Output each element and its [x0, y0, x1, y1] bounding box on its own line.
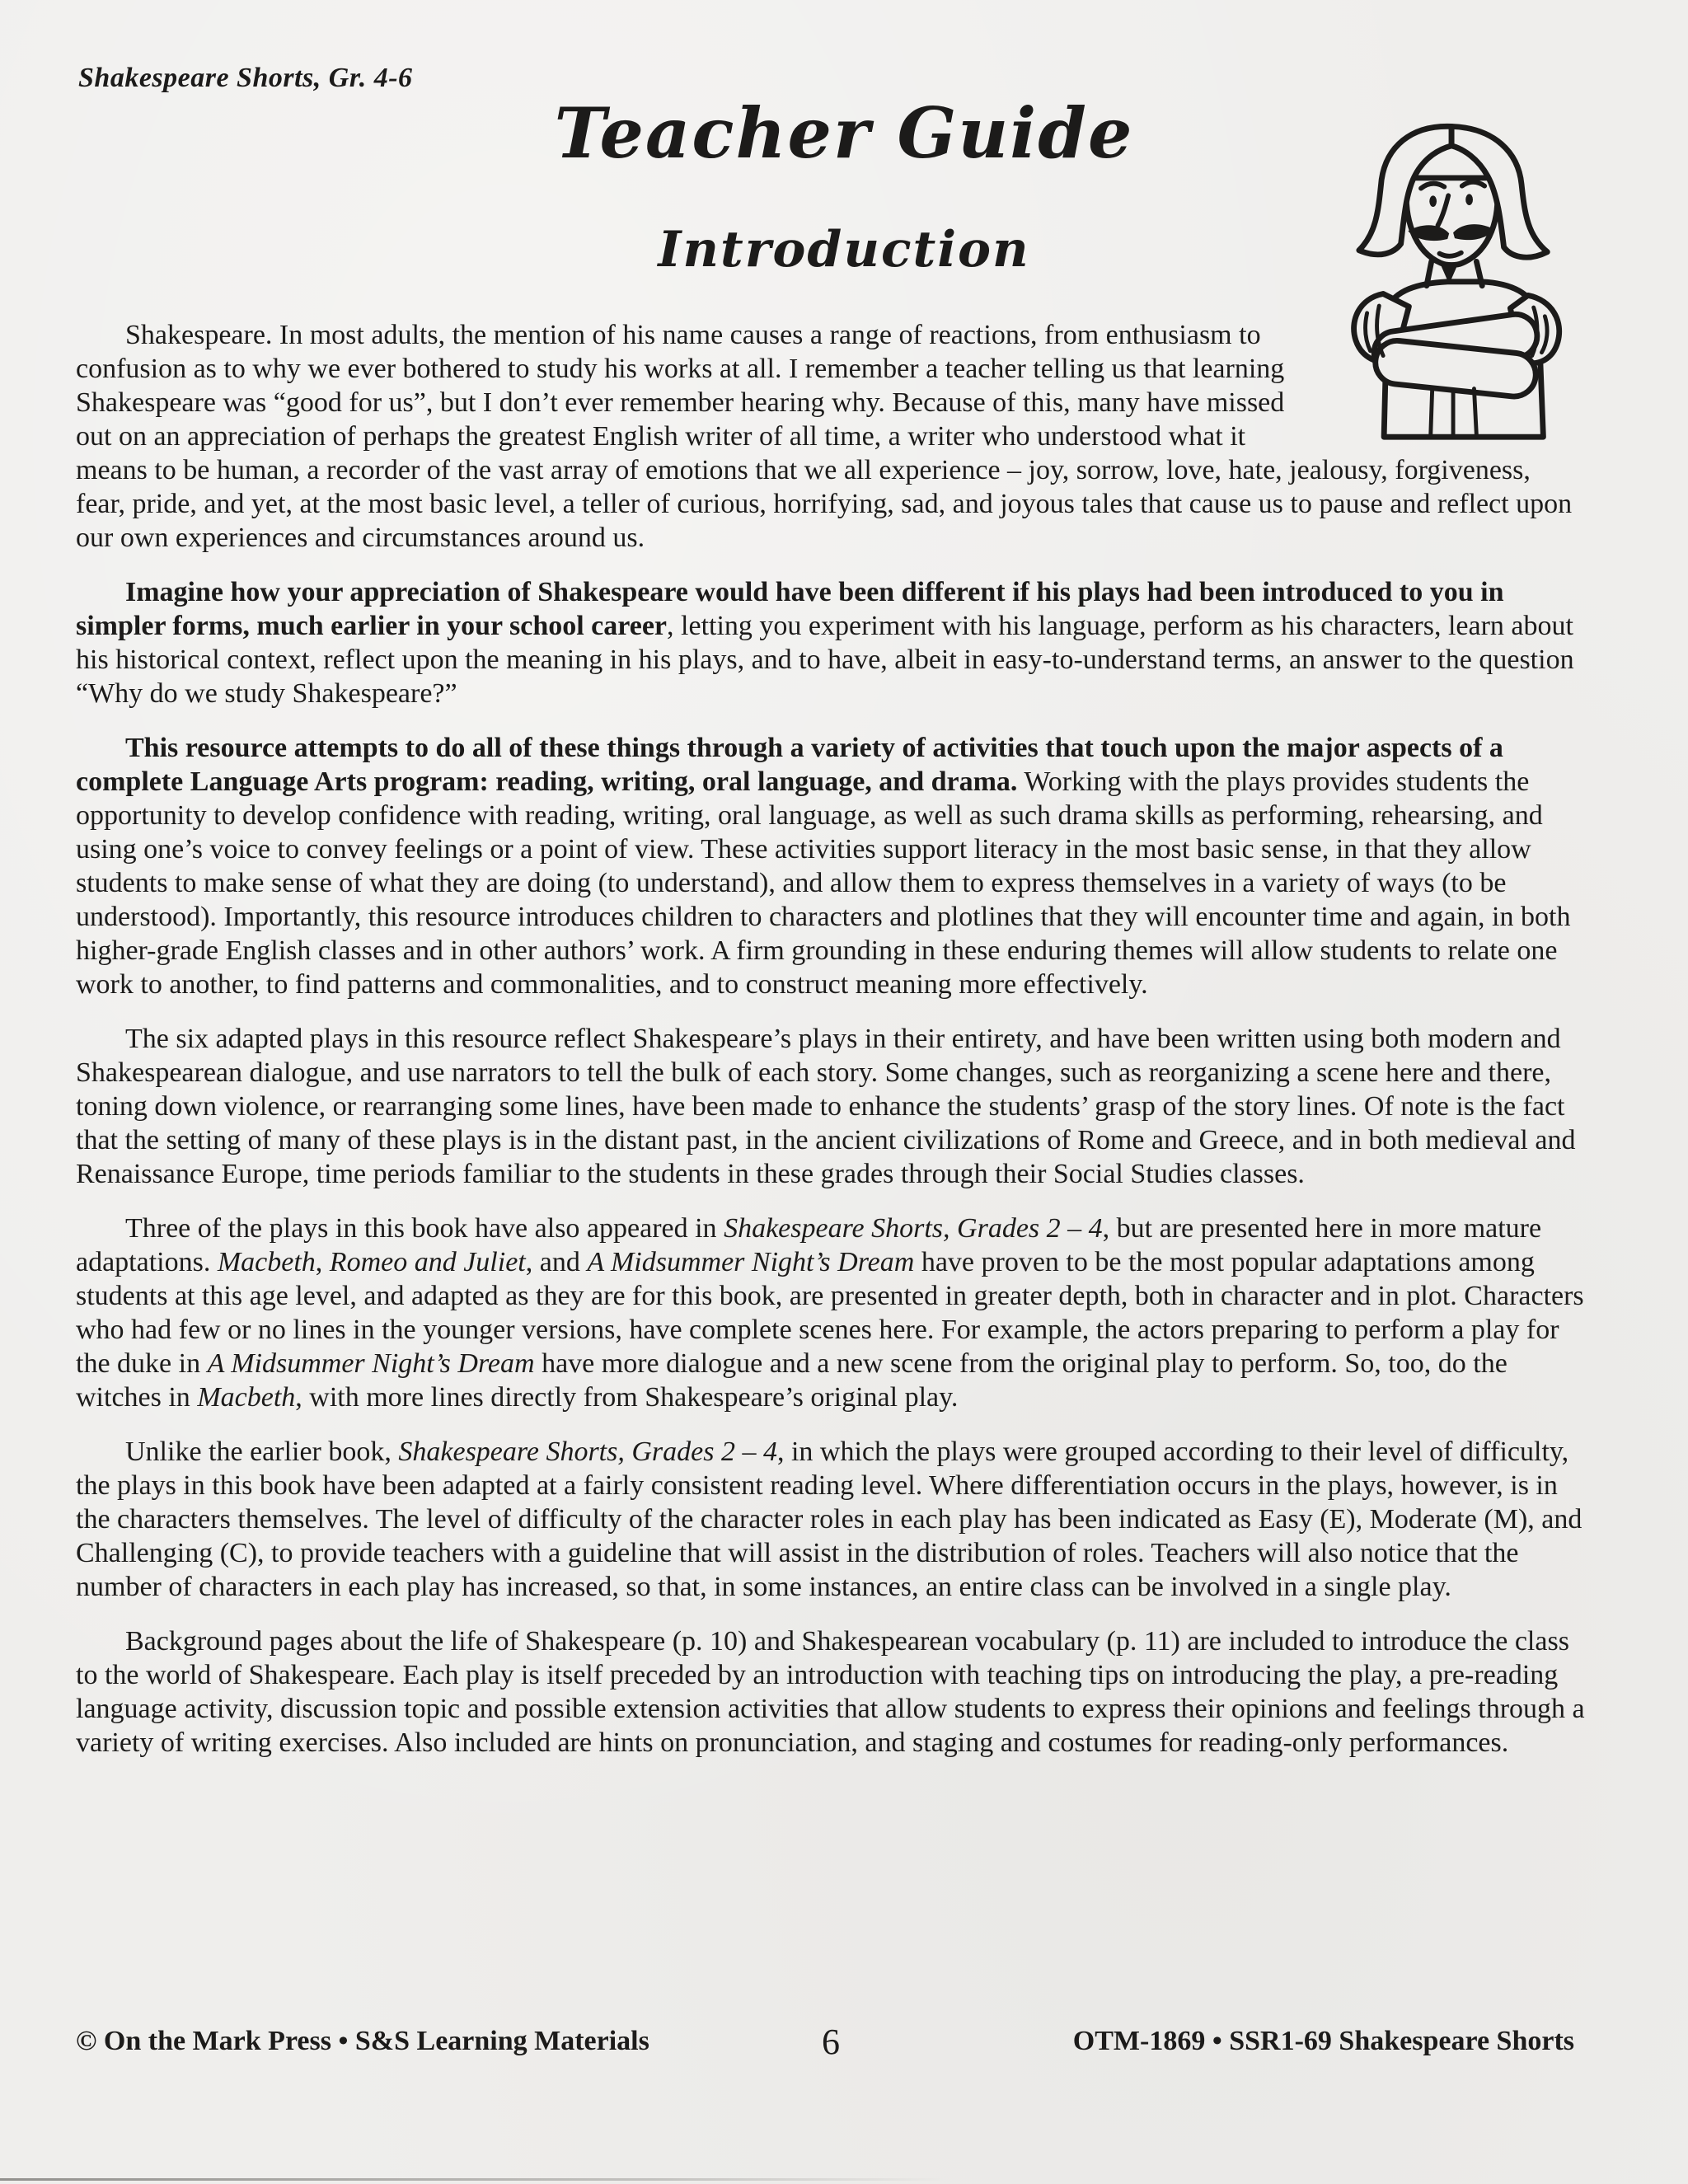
text-run: This resource attempts to do all of these things through a variety of activities that touch upon the major aspects of a complete Language Arts program: reading, writing, oral language, and drama. — [76, 733, 1503, 797]
booklet-header: Shakespeare Shorts, Gr. 4-6 — [78, 63, 413, 93]
text-run: have proven to be the most popular adaptations among students at this age level, and adapted as they are for this book, are presented in greater depth, both in character and in plot. Characters who had few or no lines in the younger versions, have complete scenes here. For example, the actors preparing to perform a play for the duke in — [76, 1247, 1584, 1379]
paragraph-three-plays — [76, 1212, 1586, 1414]
footer-copyright: © On the Mark Press • S&S Learning Materials — [76, 2026, 649, 2056]
footer-page-number: 6 — [822, 2022, 840, 2062]
paragraph-unlike-earlier — [76, 1435, 1586, 1604]
text-run: Imagine how your appreciation of Shakespeare would have been different if his plays had been introduced to you in simpler forms, much earlier in your school career — [76, 577, 1504, 641]
page-title: Teacher Guide — [554, 92, 1134, 174]
text-run: have more dialogue and a new scene from the original play to perform. So, too, do the witches in — [76, 1348, 1507, 1413]
text-run: Shakespeare Shorts, Grades 2 – 4 — [398, 1436, 777, 1467]
text-run: Background pages about the life of Shakespeare (p. 10) and Shakespearean vocabulary (p. 11) are included to introduce the class to the world of Shakespeare. Each play is itself preceded by an introduction with teaching tips on introducing the play, a pre-reading language activity, discussion topic and possible extension activities that allow students to express their opinions and feelings through a variety of writing exercises. Also included are hints on pronunciation, and staging and costumes for reading-only performances. — [76, 1626, 1585, 1758]
paragraph-six-plays — [76, 1022, 1586, 1191]
text-run: A Midsummer Night’s Dream — [587, 1247, 915, 1277]
text-run: Unlike the earlier book, — [125, 1436, 399, 1467]
document-body — [76, 318, 1586, 2018]
text-run: , with more lines directly from Shakespeare’s original play. — [295, 1382, 959, 1413]
image-wrap-spacer — [1296, 318, 1586, 435]
text-run: The six adapted plays in this resource reflect Shakespeare’s plays in their entirety, and have been written using both modern and Shakespearean dialogue, and use narrators to tell the bulk of each story. Some changes, such as reorganizing a scene here and there, toning down violence, or rearranging some lines, have been made to enhance the students’ grasp of the story lines. Of note is the fact that the setting of many of these plays is in the distant past, in the ancient civilizations of Rome and Greece, and in both medieval and Renaissance Europe, time periods familiar to the students in these grades through their Social Studies classes. — [76, 1024, 1576, 1189]
text-run: , — [315, 1247, 330, 1277]
paragraph-imagine — [76, 575, 1586, 710]
text-run: Three of the plays in this book have also appeared in — [125, 1213, 724, 1244]
text-run: , letting you experiment with his language, perform as his characters, learn about his historical context, reflect upon the meaning in his plays, and to have, albeit in easy-to-understand terms, an answer to the question “Why do we study Shakespeare?” — [76, 611, 1574, 709]
paragraph-background-pages — [76, 1624, 1586, 1760]
text-run: A Midsummer Night’s Dream — [207, 1348, 535, 1379]
text-run: , in which the plays were grouped according to their level of difficulty, the plays in this book have been adapted at a fairly consistent reading level. Where differentiation occurs in the plays, however, is in the characters themselves. The level of difficulty of the character roles in each play has been indicated as Easy (E), Moderate (M), and Challenging (C), to provide teachers with a guideline that will assist in the distribution of roles. Teachers will also notice that the number of characters in each play has increased, so that, in some instances, an entire class can be involved in a single play. — [76, 1436, 1582, 1602]
text-run: Macbeth — [217, 1247, 316, 1277]
text-run: Shakespeare. In most adults, the mention of his name causes a range of reactions, from enthusiasm to confusion as to why we ever bothered to study his works at all. I remember a teacher telling us that learning Shakespeare was “good for us”, but I don’t ever remember hearing why. Because of this, many have missed out on an appreciation of perhaps the greatest English writer of all time, a writer who understood what it means to be human, a recorder of the vast array of emotions that we all experience – joy, sorrow, love, hate, jealousy, forgiveness, fear, pride, and yet, at the most basic level, a teller of curious, horrifying, sad, and joyous tales that cause us to pause and reflect upon our own experiences and circumstances around us. — [76, 320, 1573, 553]
page-subtitle: Introduction — [658, 221, 1030, 279]
text-run: , but are presented here in more mature adaptations. — [76, 1213, 1542, 1277]
text-run: Working with the plays provides students the opportunity to develop confidence with reading, writing, oral language, as well as such drama skills as performing, rehearsing, and using one’s voice to convey feelings or a point of view. These activities support literacy in the most basic sense, in that they allow students to make sense of what they are doing (to understand), and allow them to express themselves in a variety of ways (to be understood). Importantly, this resource introduces children to characters and plotlines that they will encounter time and again, in both higher-grade English classes and in other authors’ work. A firm grounding in these enduring themes will allow students to relate one work to another, to find patterns and commonalities, and to construct meaning more effectively. — [76, 766, 1571, 1000]
footer-product-code: OTM-1869 • SSR1-69 Shakespeare Shorts — [1072, 2026, 1574, 2056]
text-run: Macbeth — [197, 1382, 296, 1413]
paragraph-resource — [76, 731, 1586, 1001]
paragraph-intro — [76, 318, 1586, 555]
text-run: , and — [525, 1247, 588, 1277]
scan-edge-artifact — [0, 2178, 945, 2181]
text-run: Shakespeare Shorts, Grades 2 – 4 — [724, 1213, 1103, 1244]
text-run: Romeo and Juliet — [329, 1247, 526, 1277]
